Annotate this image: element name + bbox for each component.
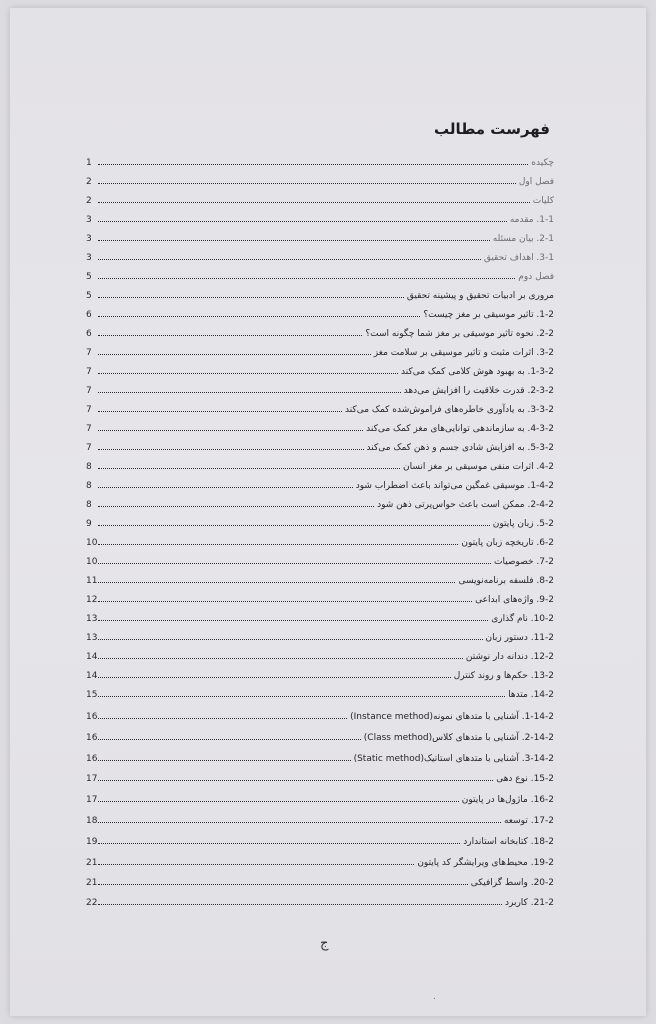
- dot-leader: [98, 601, 472, 602]
- toc-label: 3-2. اثرات مثبت و تاثیر موسیقی بر سلامت مغز: [373, 348, 554, 358]
- dot-leader: [98, 696, 505, 697]
- dot-leader: [98, 221, 507, 222]
- toc-label: 1-3-2. به بهبود هوش کلامی کمک می‌کند: [400, 367, 554, 377]
- toc-label: 1-14-2. آشنایی با متدهای نمونه(Instance method): [350, 712, 554, 722]
- toc-label: 12-2. دندانه دار نوشتن: [465, 652, 554, 662]
- toc-page-number: 14: [86, 652, 98, 662]
- dot-leader: [98, 278, 515, 279]
- toc-entry: [70, 171, 554, 187]
- toc-page-number: 7: [86, 443, 92, 453]
- toc-entry: [70, 589, 554, 605]
- toc-page-number: 3: [86, 215, 92, 225]
- toc-label: 14-2. متدها: [508, 690, 554, 700]
- toc-entry: [70, 285, 554, 301]
- toc-label: 17-2. توسعه: [503, 816, 554, 826]
- toc-label: 3-14-2. آشنایی با متدهای استاتیک(Static method): [353, 754, 554, 764]
- toc-page-number: 7: [86, 367, 92, 377]
- toc-label: 2-4-2. ممکن است باعث حواس‌پرتی ذهن شود: [377, 500, 554, 510]
- toc-page-number: 3: [86, 234, 92, 244]
- dot-leader: [98, 544, 458, 545]
- toc-label: مروری بر ادبیات تحقیق و پیشینه تحقیق: [406, 291, 554, 301]
- toc-label: 1-1. مقدمه: [509, 215, 554, 225]
- dot-leader: [98, 164, 528, 165]
- toc-label: 19-2. محیط‌های ویرایشگر کد پایتون: [417, 858, 554, 868]
- toc-entry: [70, 532, 554, 548]
- toc-page-number: 7: [86, 386, 92, 396]
- toc-page-number: 15: [86, 690, 98, 700]
- toc-label: 10-2. نام گذاری: [491, 614, 554, 624]
- dot-leader: [98, 202, 530, 203]
- toc-page-number: 16: [86, 754, 98, 764]
- dot-leader: [98, 884, 468, 885]
- dot-leader: [98, 658, 463, 659]
- toc-label: 2-14-2. آشنایی با متدهای کلاس(Class method): [363, 733, 554, 743]
- toc-entry: [70, 810, 554, 826]
- toc-label: 21-2. کاربرد: [504, 898, 554, 908]
- dot-leader: [98, 525, 490, 526]
- toc-page-number: 8: [86, 500, 92, 510]
- toc-page-number: 21: [86, 858, 98, 868]
- toc-page-number: 7: [86, 405, 92, 415]
- toc-page-number: 5: [86, 291, 92, 301]
- toc-entry: [70, 852, 554, 868]
- toc-entry: [70, 627, 554, 643]
- dot-leader: [98, 582, 455, 583]
- bottom-mark: ۰: [432, 994, 437, 1004]
- dot-leader: [98, 563, 491, 564]
- toc-label: 1-2. تاثیر موسیقی بر مغز چیست؟: [423, 310, 554, 320]
- toc-page-number: 10: [86, 538, 98, 548]
- toc-title: فهرست مطالب: [434, 120, 550, 138]
- toc-label: 9-2. واژه‌های ابداعی: [475, 595, 554, 605]
- toc-page-number: 3: [86, 253, 92, 263]
- toc-entry: [70, 513, 554, 529]
- dot-leader: [98, 468, 400, 469]
- toc-page-number: 8: [86, 462, 92, 472]
- dot-leader: [98, 392, 401, 393]
- dot-leader: [98, 240, 490, 241]
- dot-leader: [98, 639, 483, 640]
- toc-label: 16-2. ماژول‌ها در پایتون: [461, 795, 554, 805]
- dot-leader: [98, 411, 342, 412]
- toc-page-number: 7: [86, 424, 92, 434]
- toc-page-number: 2: [86, 196, 92, 206]
- toc-label: 1-4-2. موسیقی غمگین می‌تواند باعث اضطراب شود: [355, 481, 554, 491]
- toc-label: 4-2. اثرات منفی موسیقی بر مغز انسان: [402, 462, 554, 472]
- toc-entry: [70, 706, 554, 722]
- toc-entry: [70, 437, 554, 453]
- toc-page-number: 13: [86, 633, 98, 643]
- toc-entry: [70, 727, 554, 743]
- toc-label: 2-2. نحوه تاثیر موسیقی بر مغز شما چگونه است؟: [365, 329, 554, 339]
- toc-entry: [70, 789, 554, 805]
- toc-label: 15-2. نوع دهی: [496, 774, 554, 784]
- toc-page-number: 18: [86, 816, 98, 826]
- toc-label: 20-2. واسط گرافیکی: [470, 878, 554, 888]
- toc-entry: [70, 570, 554, 586]
- toc-entry: [70, 342, 554, 358]
- toc-page-number: 22: [86, 898, 98, 908]
- toc-entry: [70, 748, 554, 764]
- toc-entry: [70, 768, 554, 784]
- toc-label: کلیات: [532, 196, 554, 206]
- dot-leader: [98, 801, 459, 802]
- toc-label: فصل دوم: [518, 272, 554, 282]
- toc-page-number: 11: [86, 576, 98, 586]
- toc-entry: [70, 247, 554, 263]
- toc-page-number: 16: [86, 712, 98, 722]
- dot-leader: [98, 430, 363, 431]
- toc-entry: [70, 399, 554, 415]
- toc-entry: [70, 892, 554, 908]
- dot-leader: [98, 449, 364, 450]
- toc-entry: [70, 361, 554, 377]
- dot-leader: [98, 354, 371, 355]
- toc-label: 2-1. بیان مسئله: [492, 234, 554, 244]
- toc-page-number: 7: [86, 348, 92, 358]
- toc-label: 4-3-2. به سازماندهی توانایی‌های مغز کمک می‌کند: [366, 424, 554, 434]
- toc-entry: [70, 266, 554, 282]
- toc-label: 18-2. کتابخانه استاندارد: [463, 837, 554, 847]
- toc-label: 2-3-2. قدرت خلاقیت را افزایش می‌دهد: [403, 386, 554, 396]
- toc-page-number: 8: [86, 481, 92, 491]
- dot-leader: [98, 739, 361, 740]
- toc-page-number: 21: [86, 878, 98, 888]
- toc-page-number: 6: [86, 310, 92, 320]
- toc-entry: [70, 684, 554, 700]
- toc-entry: [70, 228, 554, 244]
- toc-entry: [70, 152, 554, 168]
- toc-page-number: 2: [86, 177, 92, 187]
- toc-label: 11-2. دستور زبان: [485, 633, 554, 643]
- dot-leader: [98, 822, 501, 823]
- toc-entry: [70, 665, 554, 681]
- dot-leader: [98, 506, 374, 507]
- toc-page-number: 13: [86, 614, 98, 624]
- toc-page-number: 1: [86, 158, 92, 168]
- toc-entry: [70, 646, 554, 662]
- toc-page-number: 6: [86, 329, 92, 339]
- toc-page-number: 10: [86, 557, 98, 567]
- toc-entry: [70, 323, 554, 339]
- toc-label: 13-2. حکم‌ها و روند کنترل: [453, 671, 554, 681]
- dot-leader: [98, 620, 488, 621]
- toc-label: 7-2. خصوصیات: [493, 557, 554, 567]
- toc-label: 3-3-2. به یادآوری خاطره‌های فراموش‌شده کمک می‌کند: [344, 405, 554, 415]
- toc-entry: [70, 475, 554, 491]
- toc-entry: [70, 456, 554, 472]
- toc-entry: [70, 190, 554, 206]
- toc-label: 5-2. زبان پایتون: [492, 519, 554, 529]
- dot-leader: [98, 677, 451, 678]
- dot-leader: [98, 297, 404, 298]
- dot-leader: [98, 259, 481, 260]
- toc-entry: [70, 304, 554, 320]
- toc-page-number: 14: [86, 671, 98, 681]
- toc-entry: [70, 418, 554, 434]
- dot-leader: [98, 780, 493, 781]
- toc-label: 8-2. فلسفه برنامه‌نویسی: [458, 576, 554, 586]
- toc-page-number: 12: [86, 595, 98, 605]
- toc-page-number: 16: [86, 733, 98, 743]
- toc-page-number: 9: [86, 519, 92, 529]
- toc-label: 3-1. اهداف تحقیق: [483, 253, 554, 263]
- toc-page-number: 19: [86, 837, 98, 847]
- dot-leader: [98, 718, 347, 719]
- toc-entry: [70, 551, 554, 567]
- dot-leader: [98, 335, 362, 336]
- toc-label: فصل اول: [518, 177, 554, 187]
- toc-page-number: 5: [86, 272, 92, 282]
- toc-entry: [70, 494, 554, 510]
- toc-label: 5-3-2. به افزایش شادی جسم و ذهن کمک می‌کند: [366, 443, 554, 453]
- toc-entry: [70, 380, 554, 396]
- dot-leader: [98, 864, 414, 865]
- dot-leader: [98, 904, 502, 905]
- dot-leader: [98, 487, 353, 488]
- toc-page-number: 17: [86, 774, 98, 784]
- page-number: ج: [320, 936, 329, 951]
- toc-entry: [70, 872, 554, 888]
- dot-leader: [98, 373, 398, 374]
- dot-leader: [98, 183, 516, 184]
- toc-entry: [70, 608, 554, 624]
- dot-leader: [98, 316, 420, 317]
- toc-label: چکیده: [531, 158, 554, 168]
- toc-entry: [70, 831, 554, 847]
- toc-entry: [70, 209, 554, 225]
- toc-page-number: 17: [86, 795, 98, 805]
- toc-label: 6-2. تاریخچه زبان پایتون: [461, 538, 554, 548]
- dot-leader: [98, 843, 460, 844]
- dot-leader: [98, 760, 351, 761]
